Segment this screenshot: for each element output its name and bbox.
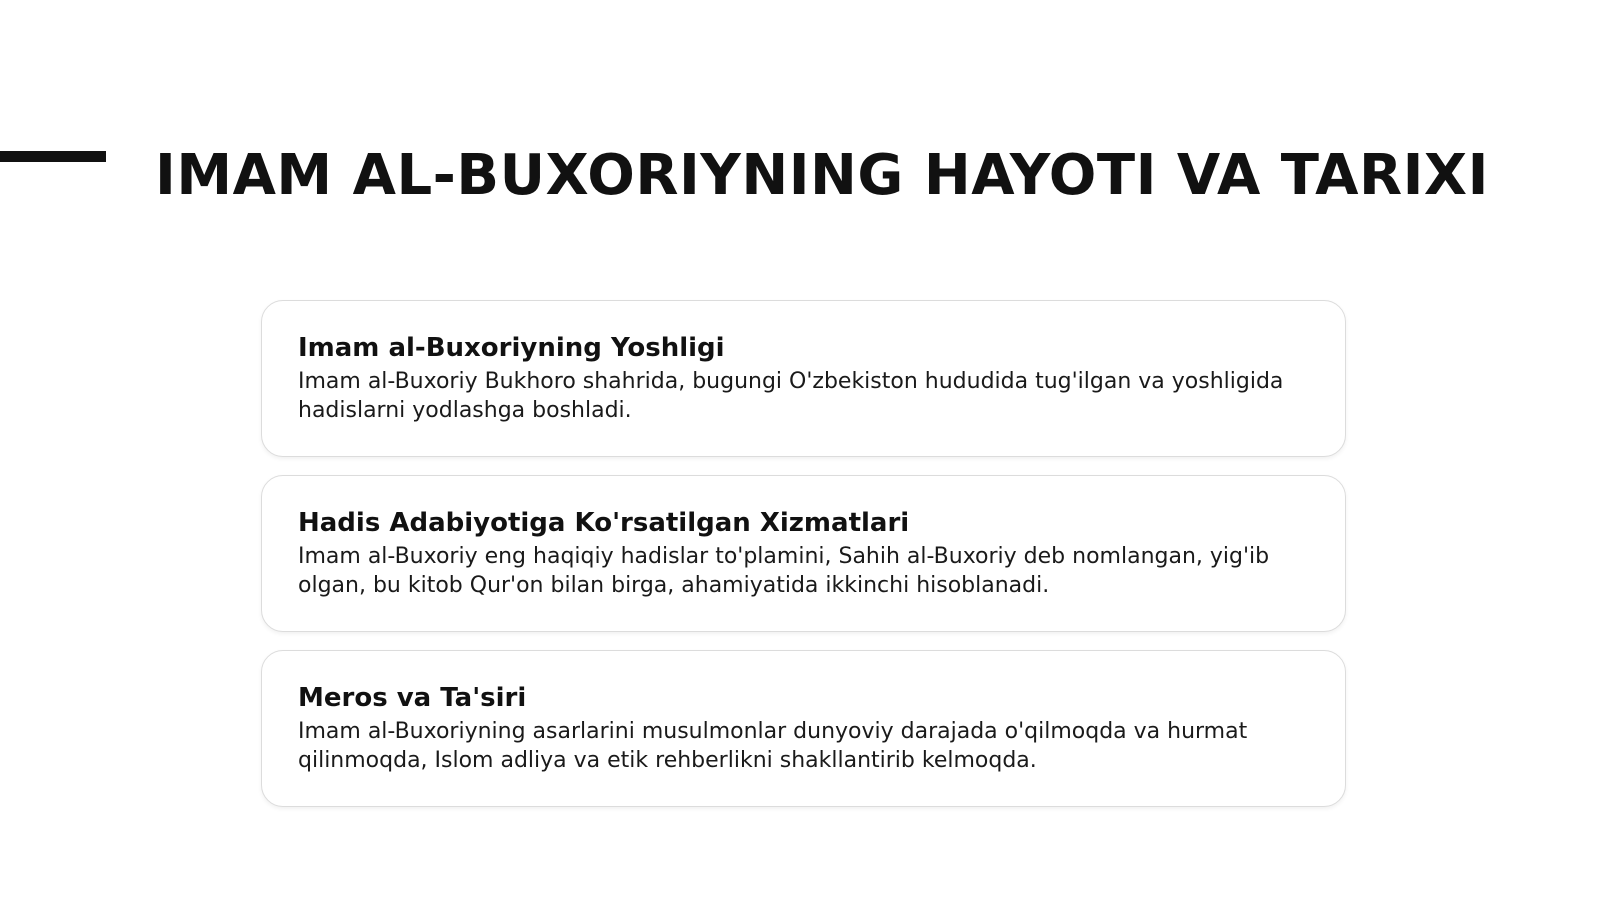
title-accent-bar [0, 151, 106, 162]
card-text: Imam al-Buxoriyning asarlarini musulmonlar dunyoviy darajada o'qilmoqda va hurmat qilinmoqda, Islom adliya va etik rehberlikni shakllantirib kelmoqda. [298, 719, 1248, 773]
card-text: Imam al-Buxoriy Bukhoro shahrida, bugungi O'zbekiston hududida tug'ilgan va yoshligida hadislarni yodlashga boshladi. [298, 369, 1284, 423]
card-title: Imam al-Buxoriyning Yoshligi [298, 333, 725, 363]
card-youth [261, 300, 1346, 457]
card-title: Meros va Ta'siri [298, 683, 527, 713]
slide-title: IMAM AL-BUXORIYNING HAYOTI VA TARIXI [155, 143, 1489, 208]
card-title: Hadis Adabiyotiga Ko'rsatilgan Xizmatlari [298, 508, 910, 538]
card-hadith-contributions [261, 475, 1346, 632]
card-legacy [261, 650, 1346, 807]
card-text: Imam al-Buxoriy eng haqiqiy hadislar to'plamini, Sahih al-Buxoriy deb nomlangan, yig'ib olgan, bu kitob Qur'on bilan birga, ahamiyatida ikkinchi hisoblanadi. [298, 544, 1270, 598]
card-list [261, 300, 1346, 825]
